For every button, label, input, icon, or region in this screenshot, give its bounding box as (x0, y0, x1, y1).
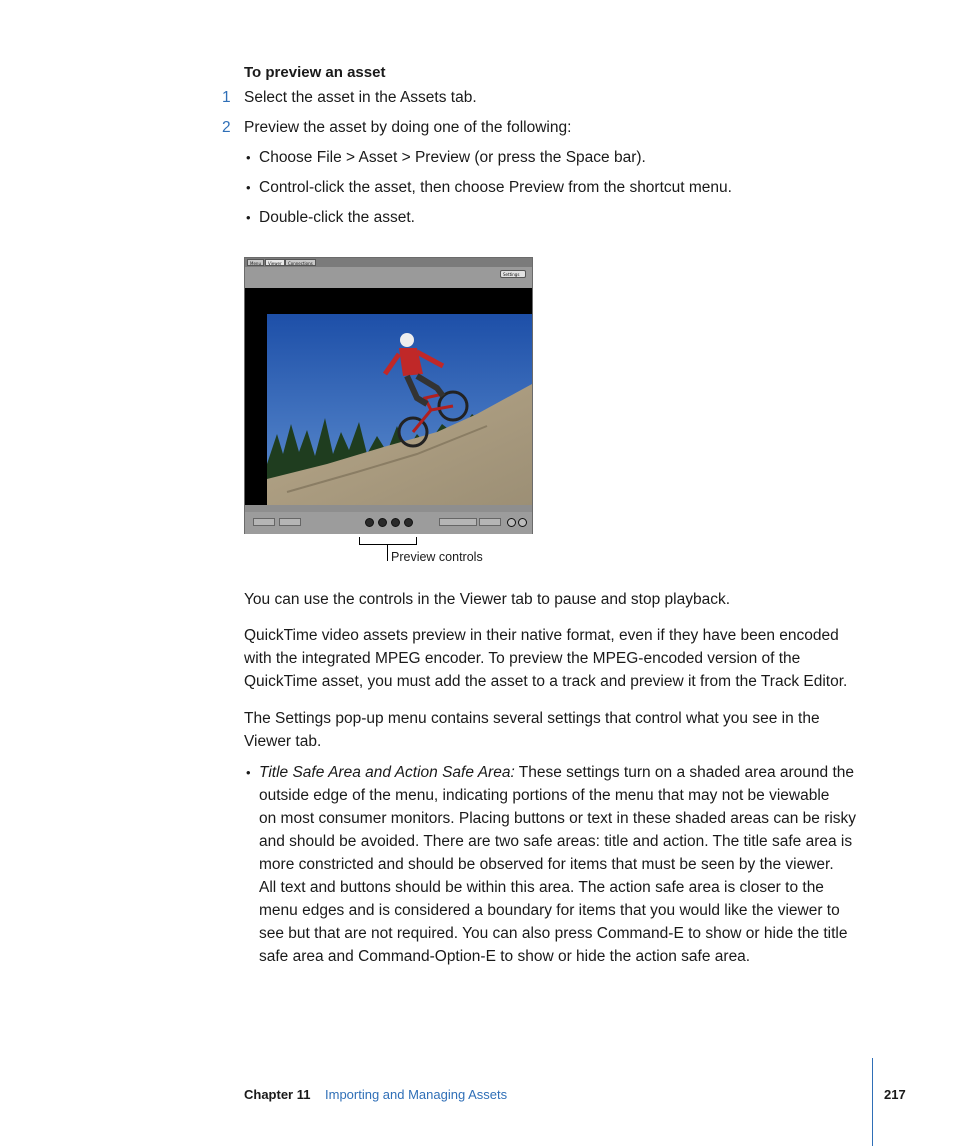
callout-bracket-right (416, 537, 417, 544)
callout-bracket-left (359, 537, 360, 544)
preview-controls-bar (245, 512, 532, 534)
safe-area-term: Title Safe Area and Action Safe Area: (259, 764, 515, 781)
bullet-item-1: Choose File > Asset > Preview (or press the Space bar). (259, 149, 646, 166)
viewer-screenshot (244, 257, 533, 534)
mountain-bike-photo (267, 314, 532, 505)
zoom-icon (507, 518, 516, 527)
tab-menu: Menu (247, 259, 264, 266)
safe-area-line-5: more constricted and should be observed for items that must be seen by the viewer. (259, 856, 834, 873)
paragraph-settings-line-1: The Settings pop-up menu contains several settings that control what you see in the (244, 710, 820, 727)
step-number-2: 2 (222, 119, 231, 136)
safe-area-line-7: menu edges and is considered a boundary for items that you would like the viewer to (259, 902, 840, 919)
paragraph-quicktime-line-2: with the integrated MPEG encoder. To preview the MPEG-encoded version of the (244, 650, 801, 667)
callout-label: Preview controls (391, 550, 483, 564)
settings-popup: Settings (500, 270, 526, 278)
safe-area-intro: These settings turn on a shaded area around the (518, 764, 854, 781)
paragraph-quicktime-line-3: QuickTime asset, you must add the asset to a track and preview it from the Track Editor. (244, 673, 848, 690)
procedure-heading: To preview an asset (244, 64, 386, 81)
step-number-1: 1 (222, 89, 231, 106)
safe-area-line-9: safe area and Command-Option-E to show or hide the action safe area. (259, 948, 751, 965)
footer-chapter-title: Importing and Managing Assets (325, 1087, 508, 1102)
safe-area-line-8: see but that are not required. You can also press Command-E to show or hide the title (259, 925, 848, 942)
control-group-left-2 (279, 518, 301, 526)
control-group-right-2 (479, 518, 501, 526)
safe-area-line-6: All text and buttons should be within this area. The action safe area is closer to the (259, 879, 824, 896)
control-group-right-1 (439, 518, 477, 526)
safe-area-line-4: and should be avoided. There are two safe areas: title and action. The title safe area is (259, 833, 853, 850)
video-area (245, 288, 532, 505)
play-icon (365, 518, 374, 527)
bullet-symbol: • (246, 210, 251, 225)
footer-divider (872, 1058, 873, 1146)
viewer-toolbar (245, 267, 532, 288)
rewind-icon (391, 518, 400, 527)
step-text-2: Preview the asset by doing one of the following: (244, 119, 572, 136)
step-text-1: Select the asset in the Assets tab. (244, 89, 477, 106)
paragraph-settings-line-2: Viewer tab. (244, 733, 322, 750)
bullet-item-3: Double-click the asset. (259, 209, 415, 226)
tab-viewer: Viewer (265, 259, 285, 266)
page-number: 217 (884, 1087, 906, 1102)
safe-area-line-3: on most consumer monitors. Placing buttons or text in these shaded areas can be risky (259, 810, 857, 827)
paragraph-controls: You can use the controls in the Viewer tab to pause and stop playback. (244, 591, 730, 608)
bullet-symbol: • (246, 765, 251, 780)
tab-connections: Connections (285, 259, 316, 266)
footer-chapter: Chapter 11 (244, 1087, 311, 1102)
paragraph-quicktime-line-1: QuickTime video assets preview in their native format, even if they have been encoded (244, 627, 839, 644)
callout-bracket-bottom (359, 544, 417, 545)
stop-icon (378, 518, 387, 527)
bullet-symbol: • (246, 180, 251, 195)
biker-image (267, 314, 532, 505)
safe-area-first-line (259, 761, 879, 784)
zoom-icon (518, 518, 527, 527)
safe-area-line-2: outside edge of the menu, indicating portions of the menu that may not be viewable (259, 787, 830, 804)
forward-icon (404, 518, 413, 527)
bullet-item-2: Control-click the asset, then choose Preview from the shortcut menu. (259, 179, 732, 196)
control-group-left-1 (253, 518, 275, 526)
bullet-symbol: • (246, 150, 251, 165)
callout-leader (387, 544, 388, 561)
